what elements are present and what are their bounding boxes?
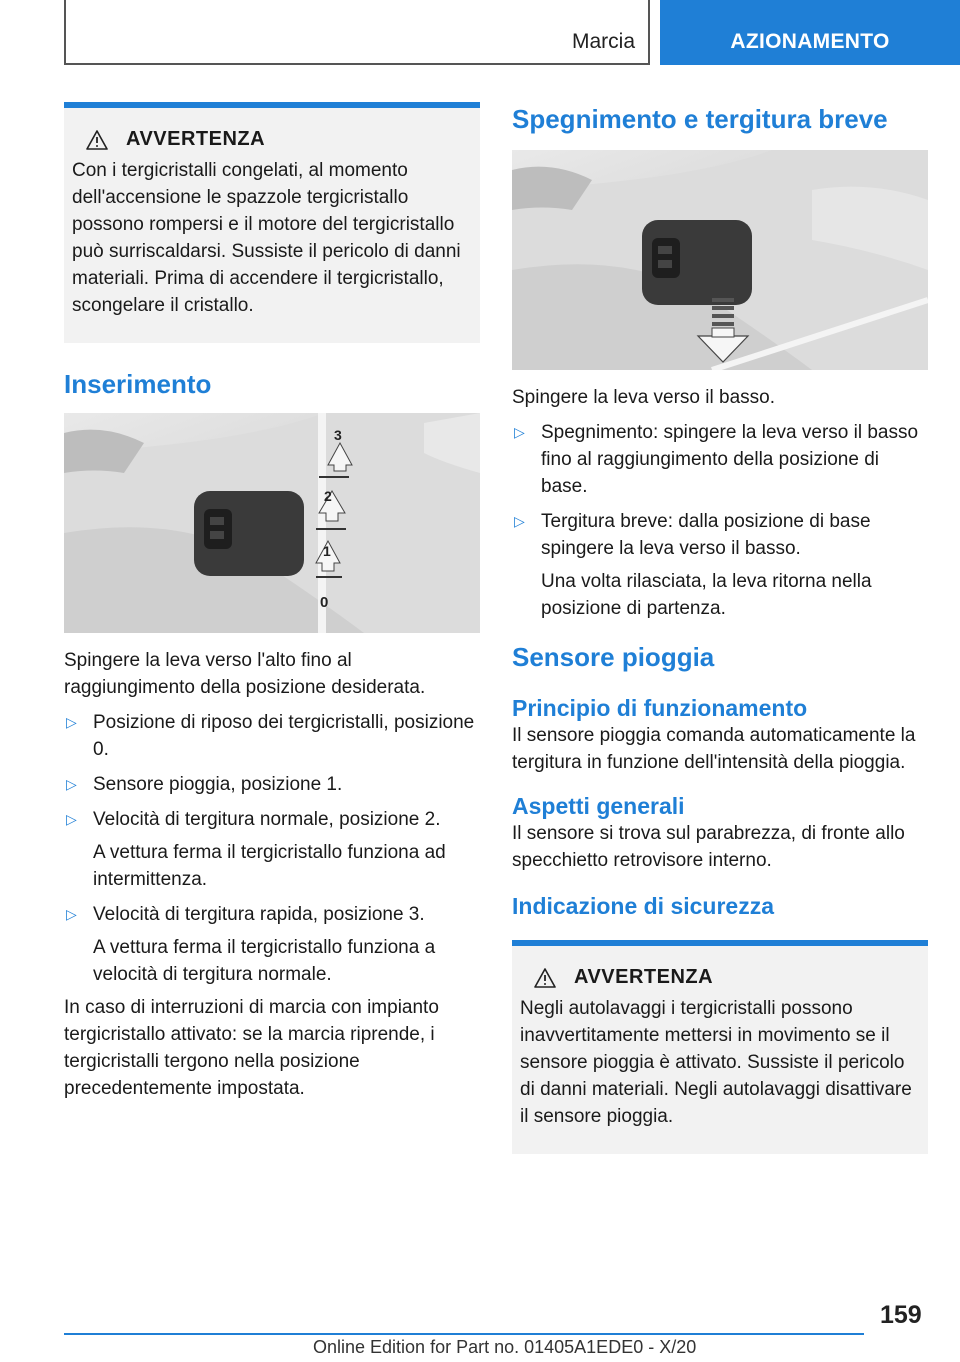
interruption-note: In caso di interruzioni di marcia con impianto tergicristallo attivato: se la marcia riprende, i tergicristalli tergono nella posizione precedentemente impostata. [64,997,439,1099]
position-list [64,709,480,988]
warning-header [520,966,920,989]
subheading-aspetti: Aspetti generali [512,793,685,819]
wiper-lever-up-illustration [64,413,480,633]
warning-title: AVVERTENZA [574,966,714,988]
bullet-triangle-icon: ▷ [66,811,77,827]
warning-triangle-icon [86,130,108,150]
warning-header [72,128,472,151]
list-item: ▷ Posizione di riposo dei tergicristalli, posizione 0. [64,709,480,763]
warning-box [512,940,928,1154]
header-frame [64,0,650,65]
bullet-triangle-icon: ▷ [514,424,525,440]
page-number: 159 [880,1301,922,1329]
list-item-note: A vettura ferma il tergicristallo funziona a velocità di tergitura normale. [93,937,436,985]
aspetti-text: Il sensore si trova sul parabrezza, di fronte allo specchietto retrovisore interno. [512,823,905,871]
subheading-sicurezza: Indicazione di sicurezza [512,893,775,919]
bullet-triangle-icon: ▷ [66,906,77,922]
list-item-note: Una volta rilasciata, la leva ritorna nella posizione di partenza. [541,571,872,619]
position-3-label: 3 [334,427,342,443]
warning-text: Con i tergicristalli congelati, al momento dell'accensione le spazzole tergicristallo possono rompersi e il motore del tergicristallo può surriscaldarsi. Sussiste il pericolo di danni materiali. Prima di accendere il tergicristallo, scongelare il cristallo. [72,160,461,316]
position-0-label: 0 [320,594,329,611]
section-title: Marcia [571,30,635,53]
lever-down-diagram [512,150,928,370]
bullet-triangle-icon: ▷ [66,714,77,730]
list-item: ▷ Tergitura breve: dalla posizione di base spingere la leva verso il basso. Una volta rilasciata, la leva ritorna nella posizione di partenza. [512,508,928,622]
list-item: ▷ Sensore pioggia, posizione 1. [64,771,480,798]
chapter-label: AZIONAMENTO [730,29,890,53]
inserimento-intro: Spingere la leva verso l'alto fino al raggiungimento della posizione desiderata. [64,650,426,698]
position-2-label: 2 [324,488,332,504]
warning-triangle-icon [534,968,556,988]
position-1-label: 1 [323,543,331,559]
section-heading-sensore: Sensore pioggia [512,642,715,672]
list-item: ▷ Spegnimento: spingere la leva verso il basso fino al raggiungimento della posizione di base. [512,419,928,500]
lever-positions-diagram [64,413,480,633]
footer-divider [64,1333,864,1335]
warning-text: Negli autolavaggi i tergicristalli possono inavvertitamente mettersi in movimento se il sensore pioggia è attivato. Sussiste il pericolo di danni materiali. Negli autolavaggi disattivare il sensore pioggia. [520,998,912,1127]
list-item: ▷ Velocità di tergitura normale, posizione 2. A vettura ferma il tergicristallo funziona ad intermittenza. [64,806,480,893]
section-heading-spegnimento: Spegnimento e tergitura breve [512,104,888,134]
section-heading-inserimento: Inserimento [64,369,212,399]
list-item: ▷ Velocità di tergitura rapida, posizione 3. A vettura ferma il tergicristallo funziona a velocità di tergitura normale. [64,901,480,988]
warning-title: AVVERTENZA [126,128,266,150]
subheading-principio: Principio di funzionamento [512,695,808,721]
warning-box [64,102,480,343]
left-column [64,102,480,1102]
spegnimento-intro: Spingere la leva verso il basso. [512,387,775,408]
bullet-triangle-icon: ▷ [66,776,77,792]
edition-footer: Online Edition for Part no. 01405A1EDE0 - X/20 [313,1337,697,1357]
list-item-note: A vettura ferma il tergicristallo funziona ad intermittenza. [93,842,446,890]
principio-text: Il sensore pioggia comanda automaticamente la tergitura in funzione dell'intensità della pioggia. [512,725,916,773]
wiper-lever-down-illustration [512,150,928,370]
bullet-triangle-icon: ▷ [514,513,525,529]
off-list [512,419,928,622]
chapter-tab [660,0,960,65]
right-column [512,102,928,1154]
